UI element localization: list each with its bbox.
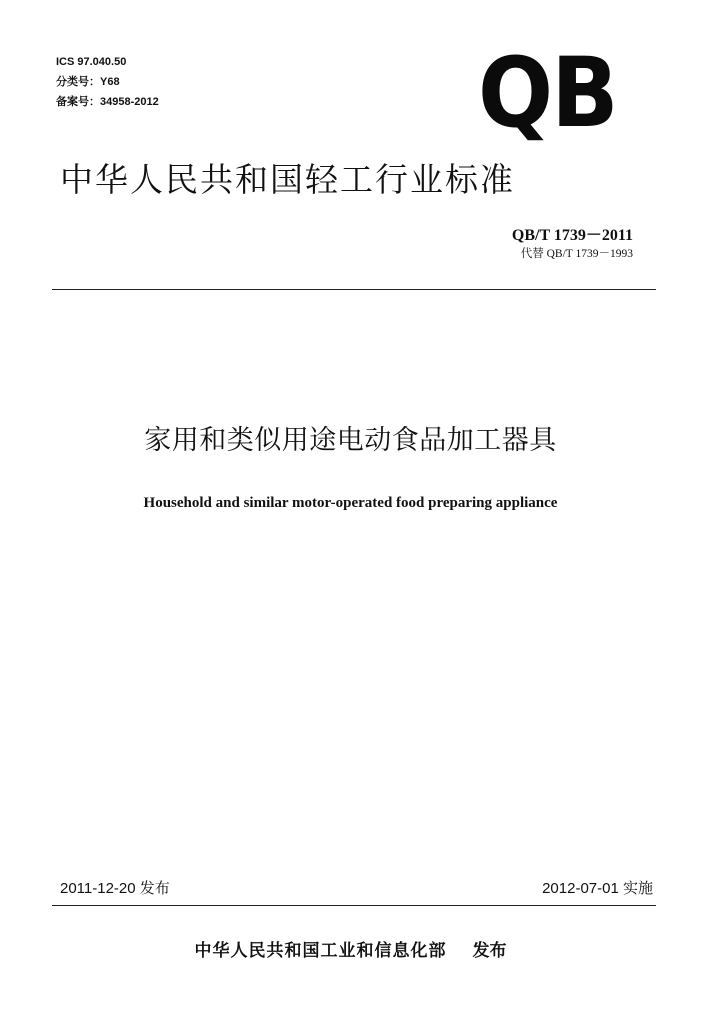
standard-type-heading: 中华人民共和国轻工行业标准	[60, 160, 515, 199]
filing-number: 备案号：34958-2012	[56, 96, 159, 108]
ics-code: ICS 97.040.50	[56, 56, 127, 68]
qb-logo: QB	[478, 37, 617, 149]
bottom-divider	[52, 905, 656, 906]
top-divider	[52, 289, 656, 290]
issue-date: 2011-12-20 发布	[60, 880, 170, 897]
implementation-date: 2012-07-01 实施	[542, 880, 653, 897]
replaces-standard: 代替 QB/T 1739－1993	[520, 248, 633, 260]
document-title-english: Household and similar motor-operated food preparing appliance	[143, 495, 558, 511]
publisher-action: 发布	[472, 941, 507, 961]
category-number: 分类号：Y68	[56, 76, 120, 88]
publisher-organization: 中华人民共和国工业和信息化部	[194, 941, 447, 961]
document-title-chinese: 家用和类似用途电动食品加工器具	[144, 425, 557, 456]
standard-code: QB/T 1739－2011	[511, 227, 633, 244]
publisher-line	[0, 940, 701, 962]
